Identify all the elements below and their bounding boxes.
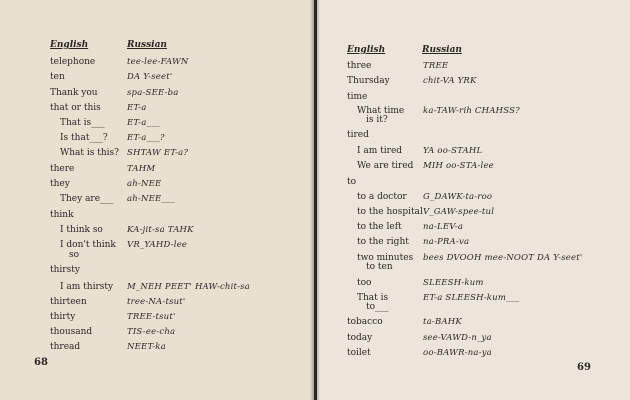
entry-english: That is___ xyxy=(60,118,105,128)
entry-russian: ET-a___ xyxy=(127,118,160,128)
entry-russian: MIH oo-STA-lee xyxy=(423,161,494,171)
entry-russian: KA-jit-sa TAHK xyxy=(127,225,194,235)
entry-english: Thank you xyxy=(50,88,98,98)
book-gutter xyxy=(310,0,320,400)
entry-russian: YA oo-STAHL xyxy=(423,146,483,156)
header-russian: Russian xyxy=(127,40,167,50)
entry-english: to xyxy=(347,177,357,187)
entry-english: I am tired xyxy=(357,146,403,156)
entry-english: They are___ xyxy=(60,194,114,204)
entry-english: think xyxy=(50,210,74,220)
entry-english-continued: so xyxy=(69,250,80,260)
entry-english-continued: to ten xyxy=(366,262,393,272)
entry-russian: G_DAWK-ta-roo xyxy=(423,192,493,202)
entry-russian: na-PRA-va xyxy=(423,237,470,247)
entry-english: they xyxy=(50,179,70,189)
entry-russian: VR_YAHD-lee xyxy=(127,240,188,250)
entry-english: two minutes xyxy=(357,253,414,263)
entry-english: What is this? xyxy=(60,148,119,158)
entry-english: to the left xyxy=(357,222,402,232)
entry-russian: na-LEV-a xyxy=(423,222,464,232)
entry-russian: SLEESH-kum xyxy=(423,278,484,288)
entry-english: I think so xyxy=(60,225,103,235)
header-english: English xyxy=(50,40,89,50)
entry-english: thirty xyxy=(50,312,76,322)
entry-russian: ah-NEE___ xyxy=(127,194,175,204)
entry-english: to the hospital xyxy=(357,207,423,217)
entry-russian: V_GAW-spee-tul xyxy=(423,207,495,217)
entry-english: That is xyxy=(357,293,389,303)
header-english: English xyxy=(347,45,386,55)
header-russian: Russian xyxy=(422,45,462,55)
entry-english: time xyxy=(347,92,368,102)
entry-english: Is that___? xyxy=(60,133,108,143)
entry-russian: ET-a SLEESH-kum___ xyxy=(423,293,520,303)
entry-russian: ta-BAHK xyxy=(423,317,462,327)
entry-english: to a doctor xyxy=(357,192,407,202)
entry-russian: TAHM xyxy=(127,164,156,174)
entry-russian: DA Y-seet' xyxy=(127,72,173,82)
entry-english: What time xyxy=(357,106,405,116)
entry-russian: bees DVOOH mee-NOOT DA Y-seet' xyxy=(423,253,583,263)
entry-english: thirsty xyxy=(50,265,80,275)
entry-english: toilet xyxy=(347,348,371,358)
entry-english: I am thirsty xyxy=(60,282,114,292)
entry-russian: chit-VA YRK xyxy=(423,76,477,86)
entry-english: today xyxy=(347,333,373,343)
right-page xyxy=(317,0,630,400)
entry-english: telephone xyxy=(50,57,96,67)
entry-english: three xyxy=(347,61,372,71)
entry-russian: TIS-ee-cha xyxy=(127,327,176,337)
entry-english: thread xyxy=(50,342,81,352)
entry-english: Thursday xyxy=(347,76,390,86)
entry-russian: ET-a xyxy=(127,103,147,113)
entry-english: tobacco xyxy=(347,317,383,327)
entry-russian: tee-lee-FAWN xyxy=(127,57,189,67)
entry-russian: SHTAW ET-a? xyxy=(127,148,189,158)
entry-english-continued: is it? xyxy=(366,115,388,125)
entry-english: We are tired xyxy=(357,161,414,171)
entry-english: ten xyxy=(50,72,65,82)
entry-english: too xyxy=(357,278,372,288)
entry-russian: oo-BAWR-na-ya xyxy=(423,348,493,358)
entry-russian: spa-SEE-ba xyxy=(127,88,179,98)
entry-english: to the right xyxy=(357,237,409,247)
entry-russian: ka-TAW-rih CHAHSS? xyxy=(423,106,520,116)
page-number: 69 xyxy=(577,362,591,373)
entry-english: there xyxy=(50,164,75,174)
entry-english: thirteen xyxy=(50,297,87,307)
entry-english-continued: to___ xyxy=(366,302,389,312)
entry-russian: ET-a___? xyxy=(127,133,165,143)
entry-russian: tree-NA-tsut' xyxy=(127,297,186,307)
entry-russian: NEET-ka xyxy=(127,342,166,352)
entry-english: I don't think xyxy=(60,240,116,250)
entry-russian: TREE xyxy=(423,61,449,71)
entry-russian: ah-NEE xyxy=(127,179,162,189)
entry-english: that or this xyxy=(50,103,101,113)
entry-russian: see-VAWD-n_ya xyxy=(423,333,492,343)
page-number: 68 xyxy=(34,357,48,368)
entry-russian: M_NEH PEET' HAW-chit-sa xyxy=(127,282,251,292)
entry-english: tired xyxy=(347,130,369,140)
left-page xyxy=(0,0,314,400)
entry-english: thousand xyxy=(50,327,93,337)
entry-russian: TREE-tsut' xyxy=(127,312,176,322)
